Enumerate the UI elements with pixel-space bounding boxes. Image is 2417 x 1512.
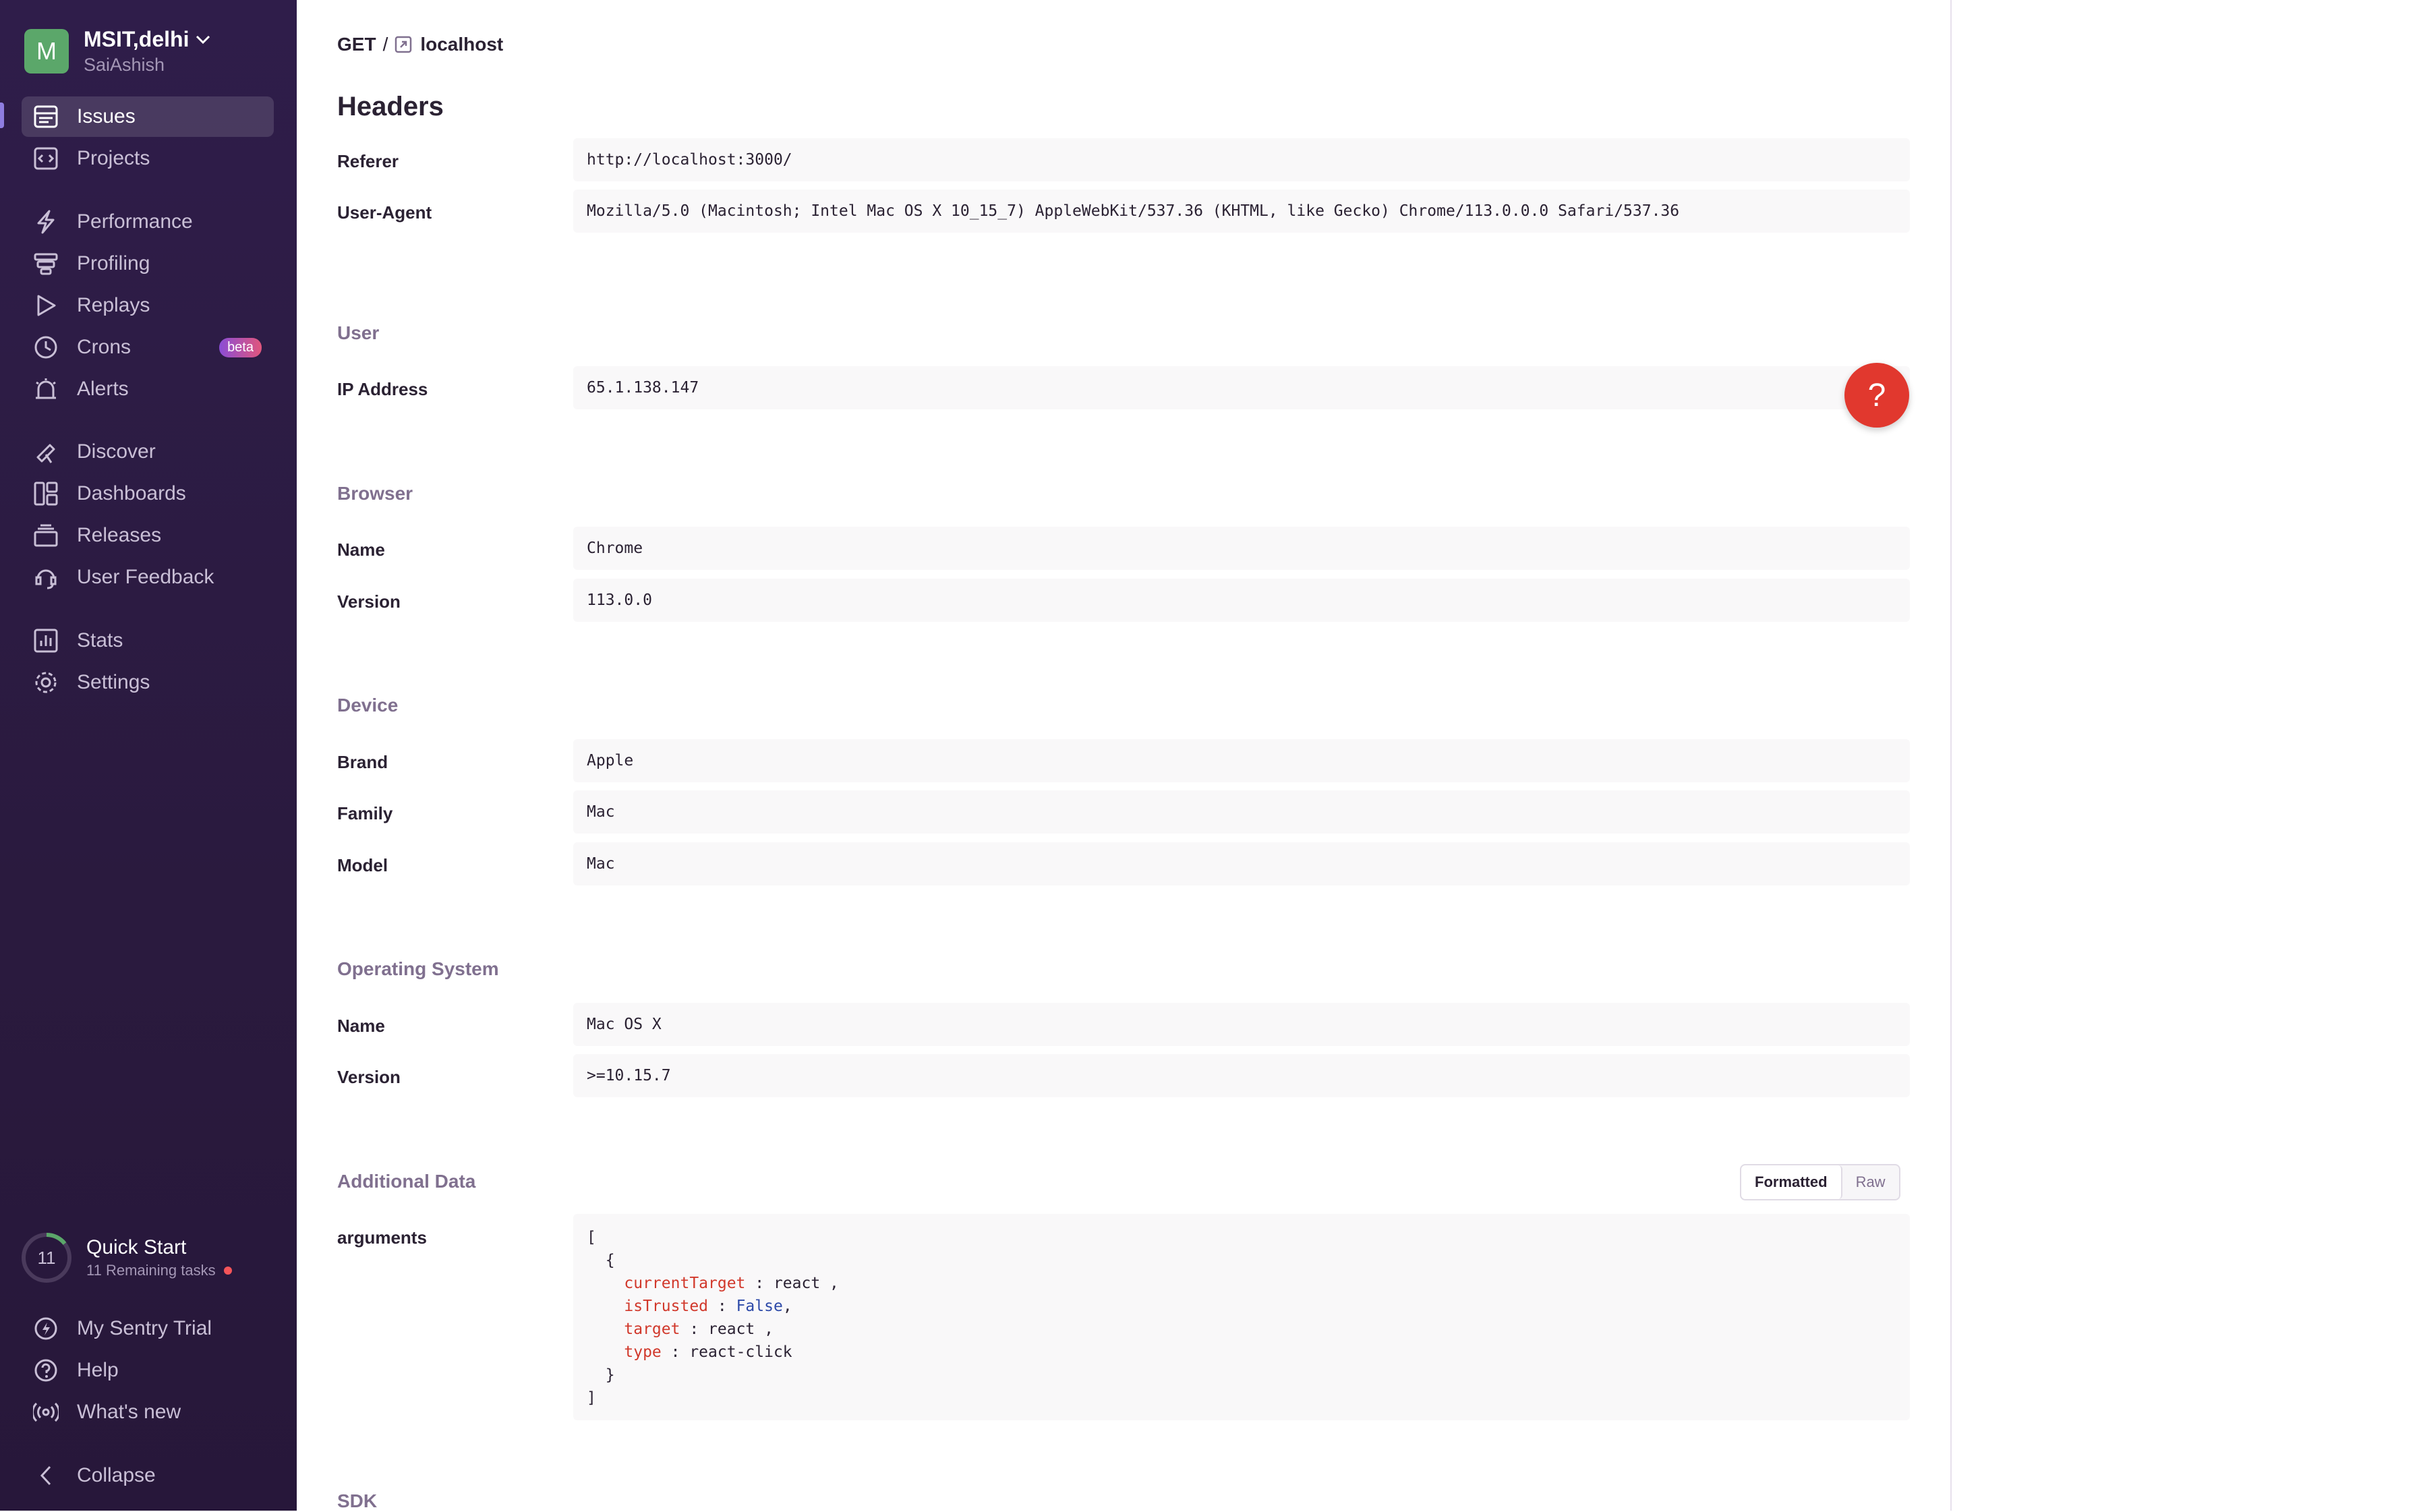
beta-badge: beta	[219, 338, 262, 357]
json-key: isTrusted	[624, 1298, 709, 1315]
help-fab-button[interactable]: ?	[1844, 363, 1909, 428]
crons-icon	[31, 332, 61, 362]
section-title-additional-data: Additional Data	[337, 1171, 476, 1192]
header-key: Referer	[337, 151, 399, 171]
sidebar-item-label: Issues	[77, 105, 136, 127]
notification-dot	[224, 1267, 232, 1275]
raw-button[interactable]: Raw	[1855, 1173, 1886, 1190]
sidebar-item-label: Performance	[77, 210, 193, 233]
device-value: Mac	[573, 842, 1910, 885]
sidebar-item-label: What's new	[77, 1401, 181, 1423]
trial-icon	[31, 1314, 61, 1343]
releases-icon	[31, 521, 61, 550]
projects-icon	[31, 144, 61, 173]
device-value: Mac	[573, 790, 1910, 834]
discover-icon	[31, 437, 61, 467]
sidebar-item-alerts[interactable]	[22, 369, 274, 409]
device-key: Brand	[337, 752, 388, 772]
device-key: Model	[337, 855, 388, 875]
sidebar-item-discover[interactable]	[22, 432, 274, 472]
external-link-icon[interactable]	[395, 36, 412, 53]
header-key: User-Agent	[337, 202, 432, 223]
issues-icon	[31, 102, 61, 132]
section-title-os: Operating System	[337, 958, 499, 979]
sidebar-item-my-sentry-trial[interactable]	[22, 1308, 274, 1349]
sidebar-item-user-feedback[interactable]	[22, 557, 274, 598]
section-title-device: Device	[337, 695, 399, 716]
quick-start-count: 11	[37, 1247, 56, 1268]
profiling-icon	[31, 249, 61, 279]
performance-icon	[31, 207, 61, 237]
right-blank-area	[1952, 0, 2417, 1511]
breadcrumb: GET / localhost	[337, 34, 504, 55]
os-value: >=10.15.7	[573, 1054, 1910, 1097]
replays-icon	[31, 291, 61, 320]
active-indicator	[0, 103, 4, 128]
event-details-panel	[297, 0, 1952, 1511]
json-key: target	[624, 1320, 680, 1338]
json-key: type	[624, 1343, 662, 1361]
quick-start[interactable]	[20, 1231, 232, 1284]
sidebar-item-label: Projects	[77, 147, 150, 169]
sidebar-item-label: Help	[77, 1359, 119, 1381]
section-title-browser: Browser	[337, 483, 413, 504]
formatted-button[interactable]: Formatted	[1741, 1165, 1842, 1199]
additional-data-key: arguments	[337, 1227, 427, 1248]
sidebar-item-label: Releases	[77, 524, 162, 546]
device-value: Apple	[573, 739, 1910, 782]
broadcast-icon	[31, 1397, 61, 1427]
settings-icon	[31, 668, 61, 697]
sidebar-item-label: Stats	[77, 629, 123, 651]
sidebar-item-label: Replays	[77, 294, 150, 316]
json-code-block: [ { currentTarget : react , isTrusted : False, target : react , type : react-click } ]	[573, 1214, 1910, 1420]
sidebar-item-stats[interactable]	[22, 620, 274, 661]
sidebar-item-crons[interactable]	[22, 327, 274, 368]
sidebar-item-settings[interactable]	[22, 662, 274, 703]
request-host-link[interactable]: localhost	[420, 34, 504, 55]
headers-title: Headers	[337, 92, 444, 121]
stats-icon	[31, 626, 61, 656]
os-value: Mac OS X	[573, 1003, 1910, 1046]
chevron-down-icon	[196, 35, 210, 45]
user-value: 65.1.138.147	[573, 366, 1910, 409]
json-value: react	[773, 1275, 821, 1292]
dashboards-icon	[31, 479, 61, 508]
sidebar-item-performance[interactable]	[22, 202, 274, 242]
user-feedback-icon	[31, 562, 61, 592]
org-avatar: M	[24, 29, 69, 74]
browser-key: Name	[337, 540, 385, 560]
user-key: IP Address	[337, 379, 428, 399]
help-icon	[31, 1356, 61, 1385]
json-value: react	[708, 1320, 755, 1338]
sidebar-item-issues[interactable]	[22, 96, 274, 137]
sidebar-item-dashboards[interactable]	[22, 473, 274, 514]
sidebar-item-projects[interactable]	[22, 138, 274, 179]
sidebar-item-label: Settings	[77, 671, 150, 693]
section-title-user: User	[337, 322, 380, 343]
header-value: http://localhost:3000/	[573, 138, 1910, 181]
section-title-sdk: SDK	[337, 1490, 378, 1511]
os-key: Version	[337, 1067, 401, 1087]
sidebar-item-profiling[interactable]	[22, 243, 274, 284]
os-key: Name	[337, 1016, 385, 1036]
sidebar-item-label: My Sentry Trial	[77, 1317, 212, 1339]
quick-start-title: Quick Start	[86, 1236, 187, 1258]
quick-start-subtitle: 11 Remaining tasks	[86, 1262, 216, 1279]
chevron-left-icon	[31, 1461, 61, 1490]
json-value: False	[736, 1298, 783, 1315]
org-name: MSIT,delhi	[84, 27, 190, 51]
sidebar-item-replays[interactable]	[22, 285, 274, 326]
user-name: SaiAshish	[84, 55, 165, 75]
header-value: Mozilla/5.0 (Macintosh; Intel Mac OS X 10_15_7) AppleWebKit/537.36 (KHTML, like Gecko) Chrome/113.0.0.0 Safari/537.36	[573, 190, 1910, 233]
sidebar-item-label: Alerts	[77, 378, 129, 400]
browser-value: Chrome	[573, 527, 1910, 570]
http-method: GET	[337, 34, 376, 55]
alerts-icon	[31, 374, 61, 404]
sidebar-item-label: Discover	[77, 440, 156, 463]
sidebar-item-label: Collapse	[77, 1464, 156, 1486]
format-toggle	[1740, 1164, 1900, 1200]
sidebar-item-label: Profiling	[77, 252, 150, 274]
browser-key: Version	[337, 591, 401, 612]
sidebar-item-whats-new[interactable]	[22, 1392, 274, 1432]
device-key: Family	[337, 803, 393, 823]
org-switcher[interactable]	[24, 27, 210, 76]
sidebar-item-help[interactable]	[22, 1350, 274, 1391]
quick-start-progress-ring	[20, 1231, 73, 1284]
sidebar	[0, 0, 297, 1511]
sidebar-item-releases[interactable]	[22, 515, 274, 556]
json-key: currentTarget	[624, 1275, 746, 1292]
json-value: react-click	[689, 1343, 792, 1361]
sidebar-item-label: Crons	[77, 336, 132, 358]
sidebar-collapse-button[interactable]	[22, 1455, 274, 1496]
sidebar-item-label: User Feedback	[77, 566, 214, 588]
sidebar-item-label: Dashboards	[77, 482, 186, 504]
browser-value: 113.0.0	[573, 579, 1910, 622]
